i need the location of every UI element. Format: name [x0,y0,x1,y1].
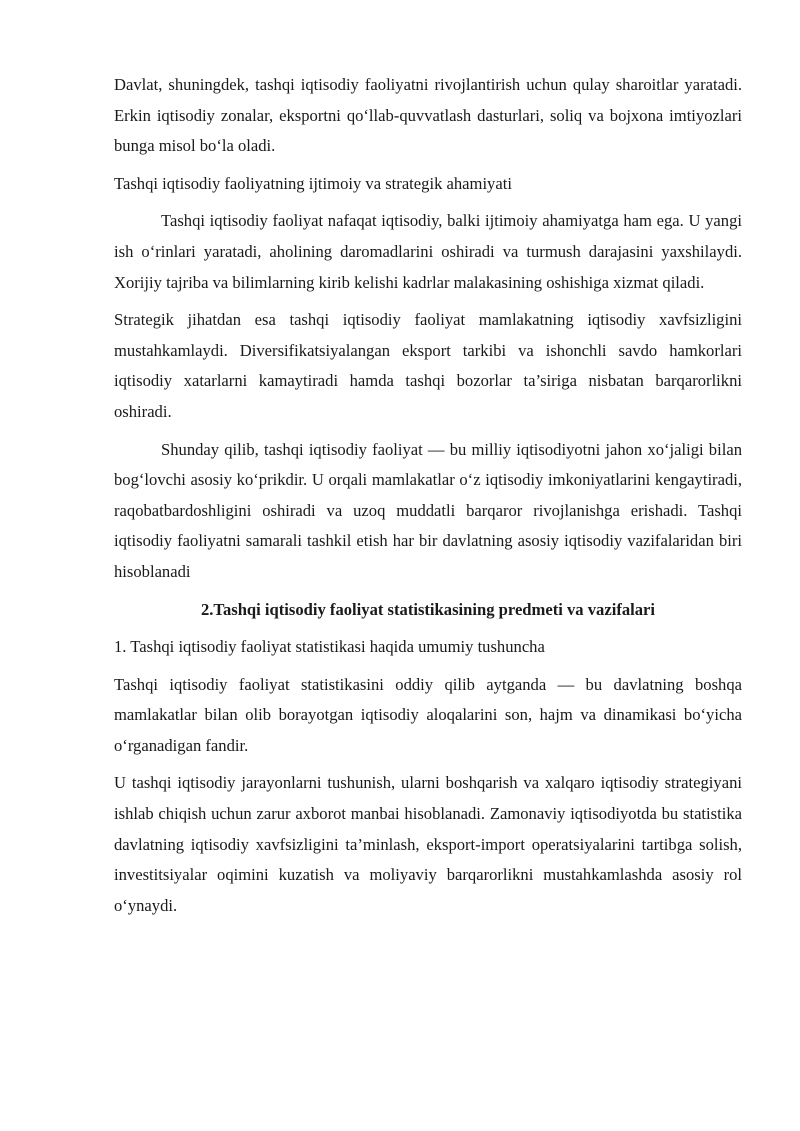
paragraph-state-conditions: Davlat, shuningdek, tashqi iqtisodiy faoliyatni rivojlantirish uchun qulay sharoitlar yaratadi. Erkin iqtisodiy zonalar, eksportni qo‘llab-quvvatlash dasturlari, soliq va bojxona imtiyozlari bunga misol bo‘la oladi. [114,75,742,156]
document-page [114,70,742,928]
paragraph-statistics-role: U tashqi iqtisodiy jarayonlarni tushunish, ularni boshqarish va xalqaro iqtisodiy strategiyani ishlab chiqish uchun zarur axborot manbai hisoblanadi. Zamonaviy iqtisodiyotda bu statistika davlatning iqtisodiy xavfsizligini ta’minlash, eksport-import operatsiyalarini tartibga solish, investitsiyalar oqimini kuzatish va moliyaviy barqarorlikni mustahkamlashda asosiy rol o‘ynaydi. [114,773,742,915]
paragraph-statistics-definition: Tashqi iqtisodiy faoliyat statistikasini oddiy qilib aytganda — bu davlatning boshqa mamlakatlar bilan olib borayotgan iqtisodiy aloqalarini son, hajm va dinamikasi bo‘yicha o‘rganadigan fandir. [114,674,742,755]
paragraph-social-importance: Tashqi iqtisodiy faoliyat nafaqat iqtisodiy, balki ijtimoiy ahamiyatga ham ega. U yangi ish o‘rinlari yaratadi, aholining daromadlarini oshiradi va turmush darajasini yaxshilaydi. Xorijiy tajriba va bilimlarning kirib kelishi kadrlar malakasining oshishiga xizmat qiladi. [114,211,742,292]
paragraph-conclusion: Shunday qilib, tashqi iqtisodiy faoliyat — bu milliy iqtisodiyotni jahon xo‘jaligi bilan bog‘lovchi asosiy ko‘prikdir. U orqali mamlakatlar o‘z iqtisodiy imkoniyatlarini kengaytiradi, raqobatbardoshligini oshiradi va uzoq muddatli barqaror rivojlanishga erishadi. Tashqi iqtisodiy faoliyatni samarali tashkil etish har bir davlatning asosiy iqtisodiy vazifalaridan biri hisoblanadi [114,439,742,581]
paragraph-strategic-importance: Strategik jihatdan esa tashqi iqtisodiy faoliyat mamlakatning iqtisodiy xavfsizligini mustahkamlaydi. Diversifikatsiyalangan eksport tarkibi va ishonchli savdo hamkorlari iqtisodiy xatarlarni kamaytiradi hamda tashqi bozorlar ta’siriga nisbatan barqarorlikni oshiradi. [114,310,742,421]
subheading: 1. Tashqi iqtisodiy faoliyat statistikasi haqida umumiy tushuncha [114,637,545,657]
section-heading: 2.Tashqi iqtisodiy faoliyat statistikasining predmeti va vazifalari [200,599,656,619]
subsection-title-social-strategic: Tashqi iqtisodiy faoliyatning ijtimoiy va strategik ahamiyati [114,173,512,193]
